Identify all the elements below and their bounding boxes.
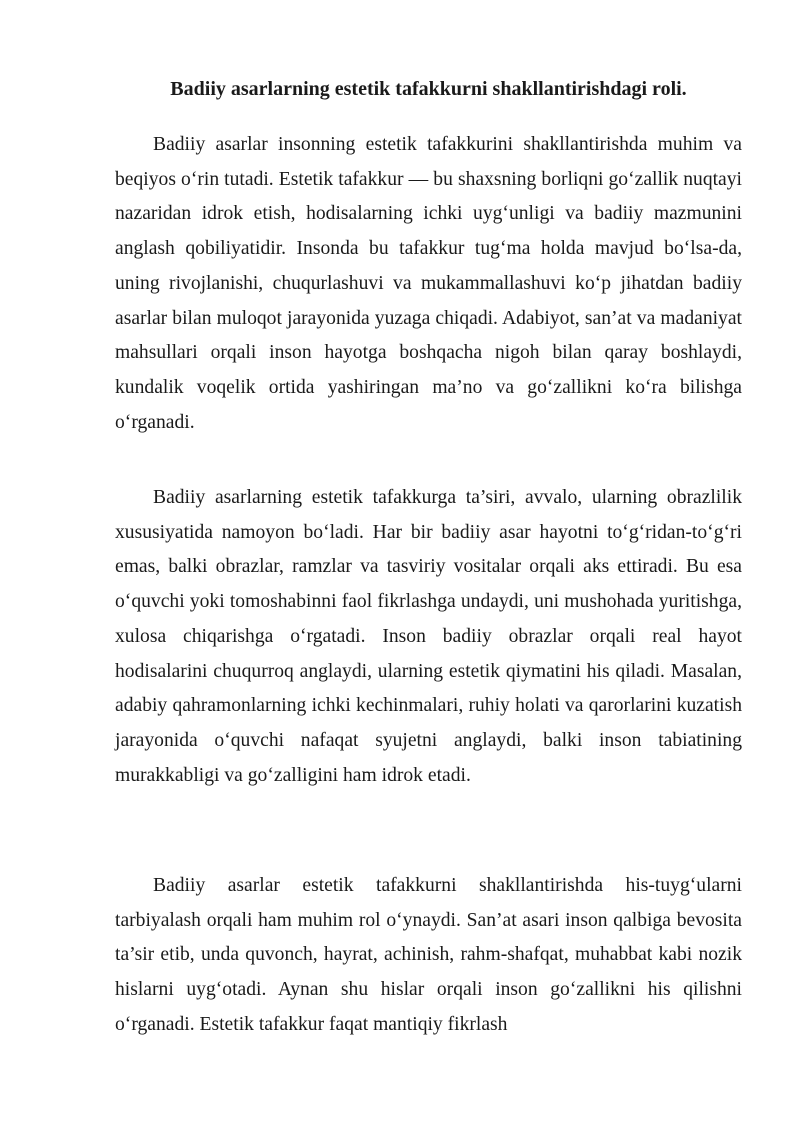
paragraph-3: Badiiy asarlar estetik tafakkurni shakllantirishda his-tuyg‘ularni tarbiyalash orqali ham muhim rol o‘ynaydi. San’at asari inson qalbiga bevosita ta’sir etib, unda quvonch, hayrat, achinish, rahm-shafqat, muhabbat kabi nozik hislarni uyg‘otadi. Aynan shu hislar orqali inson go‘zallikni his qilishni o‘rganadi. Estetik tafakkur faqat mantiqiy fikrlash: [115, 875, 742, 1035]
paragraph-1: Badiiy asarlar insonning estetik tafakkurini shakllantirishda muhim va beqiyos o‘rin tutadi. Estetik tafakkur — bu shaxsning borliqni go‘zallik nuqtayi nazaridan idrok etish, hodisalarning ichki uyg‘unligi va badiiy mazmunini anglash qobiliyatidir. Insonda bu tafakkur tug‘ma holda mavjud bo‘lsa-da, uning rivojlanishi, chuqurlashuvi va mukammallashuvi ko‘p jihatdan badiiy asarlar bilan muloqot jarayonida yuzaga chiqadi. Adabiyot, san’at va madaniyat mahsullari orqali inson hayotga boshqacha nigoh bilan qaray boshlaydi, kundalik voqelik ortida yashiringan ma’no va go‘zallikni ko‘ra bilishga o‘rganadi.: [115, 134, 742, 433]
document-title: Badiiy asarlarning estetik tafakkurni shakllantirishdagi roli.: [170, 78, 687, 100]
paragraph-2: Badiiy asarlarning estetik tafakkurga ta’siri, avvalo, ularning obrazlilik xususiyatida namoyon bo‘ladi. Har bir badiiy asar hayotni to‘g‘ridan-to‘g‘ri emas, balki obrazlar, ramzlar va tasviriy vositalar orqali aks ettiradi. Bu esa o‘quvchi yoki tomoshabinni faol fikrlashga undaydi, uni mushohada yuritishga, xulosa chiqarishga o‘rgatadi. Inson badiiy obrazlar orqali real hayot hodisalarini chuqurroq anglaydi, ularning estetik qiymatini his qiladi. Masalan, adabiy qahramonlarning ichki kechinmalari, ruhiy holati va qarorlarini kuzatish jarayonida o‘quvchi nafaqat syujetni anglaydi, balki inson tabiatining murakkabligi va go‘zalligini ham idrok etadi.: [115, 487, 742, 786]
